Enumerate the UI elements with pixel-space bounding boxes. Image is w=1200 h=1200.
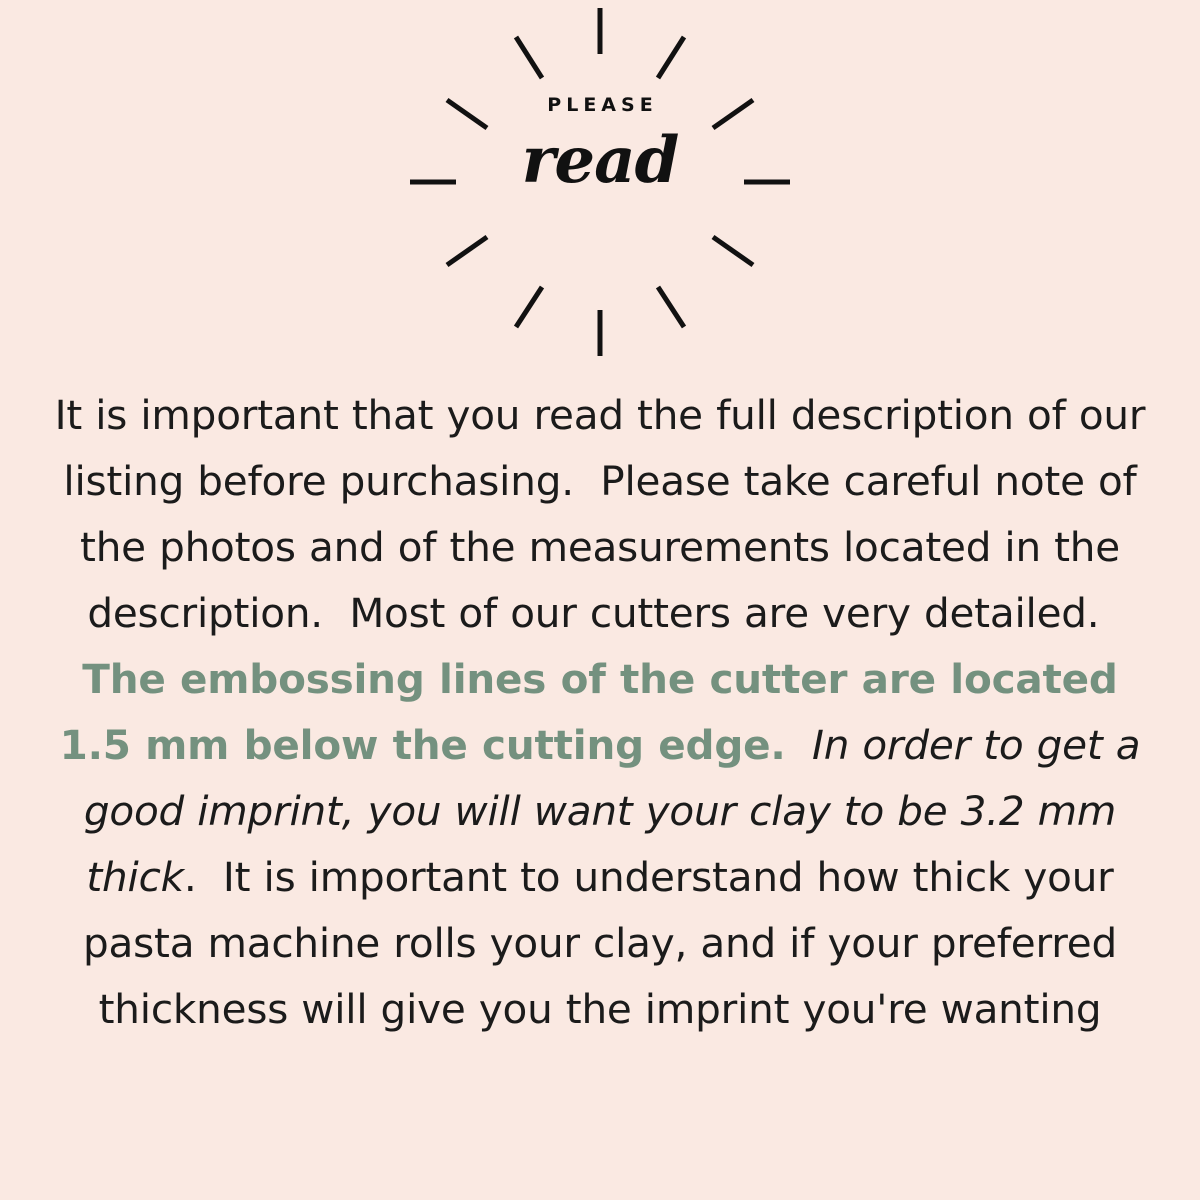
notice-paragraph bbox=[50, 382, 1150, 1042]
badge-headline: read bbox=[521, 123, 679, 198]
notice-segment-intro: It is important that you read the full description of our listing before purchasing. Please take careful note of the photos and of the measurements located in the description. Most of our cutters are very detailed. bbox=[54, 391, 1146, 637]
badge-text-group bbox=[390, 94, 810, 198]
badge-eyebrow: PLEASE bbox=[547, 94, 658, 116]
notice-segment-italic: In order to get a good imprint, you will want your clay to be 3.2 mm thick bbox=[83, 721, 1141, 901]
notice-segment-highlight: The embossing lines of the cutter are located 1.5 mm below the cutting edge. bbox=[59, 655, 1118, 769]
notice-segment-outro: . It is important to understand how thick your pasta machine rolls your clay, and if your preferred thickness will give you the imprint you're wanting bbox=[82, 853, 1117, 1033]
starburst-badge bbox=[390, 0, 810, 368]
